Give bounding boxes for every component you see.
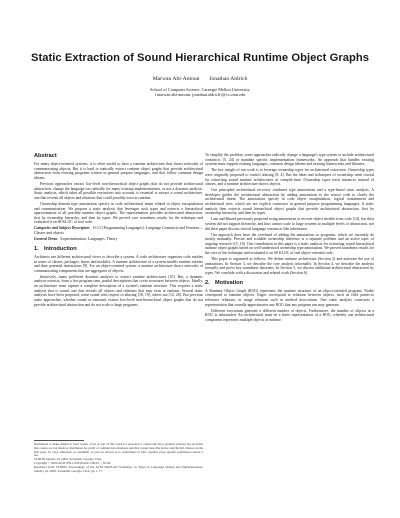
footnote-rule [34,440,84,441]
terms-line [34,237,203,242]
intro-number: 1. [34,245,39,252]
categories-line [34,226,203,235]
motivation-heading [205,280,374,287]
abstract-heading: Abstract [34,153,57,159]
motivation-paragraph-2: Different executions generate a different number of objects. Furthermore, the number of objects in a ROG is unbounded. An architectural must be a finite representation of a ROG, whereby one architectural component represents multiple objects at runtime. [205,308,374,322]
motivation-title: Motivation [215,279,243,286]
left-column [34,153,203,309]
paper-affiliation: School of Computer Science, Carnegie Mellon University [150,87,250,92]
intro-heading [34,246,203,253]
motivation-number: 2. [205,279,210,286]
paper-title: Static Extraction of Sound Hierarchical Runtime Object Graphs [30,52,370,64]
paper-emails: {marwan.abi-antoun, jonathan.aldrich}@cs.cmu.edu [154,92,246,98]
terms-label: General Terms [34,237,58,242]
right-paragraph-4: Lam and Rinard previously proposed using annotations to recover object models from code [14], but their system did not support hierarchy, and thus cannot scale to large systems at multiple levels of abstraction, nor did their paper discuss critical language constructs like inheritance. [205,217,374,231]
abstract-paragraph-3: Ownership domain type annotations specify in code architectural intent related to object encapsulation and communication. We propose a static analysis that leverages such types and extracts a hierarchical approximation of all possible runtime object graphs. The representation provides architectural abstraction, first by ownership hierarchy, and then by types. We proved core soundness results for the technique and evaluated it on 68 KLOC of real code. [34,201,203,225]
footnote-permission: Permission to make digital or hard copies of all or part of this work for personal or classroom use is granted without fee provided that copies are not made or distributed for profit or commercial advantage and that copies bear this notice and the full citation on the first page. To copy otherwise, to republish, to post on servers or to redistribute to lists, requires prior specific permission and/or a fee. [34,442,203,458]
categories-text: D.3.3 [Programming Languages]: Language Constructs and Features—Classes and objects [34,226,203,236]
copyright-footnote [34,443,203,473]
intro-paragraph-2: Intuitively, many preferred dynamic analyses to extract runtime architectures [10]. But, a dynamic analysis extracts, from a few program runs, partial descriptions that cover structures between objects. Ideally, an architecture must capture a complete description of a system's runtime structure. This requires a static analysis that is sound, one that reveals all objects and relations that may exist at runtime. Several static analyses have been proposed, some sound with respect to aliasing [18, 19], others not [12, 26]. But previous static approaches, whether sound or unsound, extract low-level non-hierarchical object graphs that do not provide architectural abstraction and do not scale to large programs. [34,274,203,307]
footnote-venue: TLDI'09 January 24, 2009, Savannah, Georgia, USA. [34,457,103,462]
right-paragraph-5: Our approach does have the overhead of adding the annotations to programs, which we currently do mostly manually. Precise and scalable ownership inference is a separate problem and an active topic of ongoing research [15, 16]. Our contribution in this paper is a static analysis for extracting sound hierarchical runtime object graphs based on well-understood ownership type annotations. We proved soundness results for the core of the technique and evaluated it on 68 KLOC of real object-oriented code. [205,232,374,256]
intro-title: Introduction [44,245,77,252]
categories-label: Categories and Subject Descriptors [34,226,90,231]
intro-paragraph-1: Architects use different architectural views to describe a system. A code architecture organizes code entities in terms of classes, packages, layers and modules. A runtime architecture of a system models runtime entities and their potential interactions [9]. For an object-oriented system, a runtime architecture shows networks of communicating components that are aggregates of objects. [34,254,203,273]
right-paragraph-6: This paper is organized as follows. We define runtime architecture (Section 2) and motivate the use of annotations. In Section 3, we describe the core analysis informally. In Section 4, we describe the analysis formally and prove key soundness theorems. In Section 5, we discuss additional architectural abstraction by types. We conclude with a discussion and related work (Section 6). [205,257,374,275]
right-paragraph-2: The key insight of our work is to leverage ownership types for architectural extraction. Ownership types were originally proposed to control aliasing [8, 4]. But the ideas and techniques of ownership seem crucial for extracting sound runtime architectures at compile-time. Ownership types track instances instead of classes, and a runtime architecture shows objects. [205,168,374,187]
abstract-paragraph-1: For many object-oriented systems, it is often useful to have a runtime architecture that shows networks of communicating objects. But it is hard to statically extract runtime object graphs that provide architectural abstraction from existing programs written in general purpose languages, and that follow common design idioms. [34,162,203,181]
abstract-paragraph-2: Previous approaches extract low-level non-hierarchical object graphs that do not provide architectural abstraction, change the language too radically for many existing implementations, or use a dynamic analysis. Static analysis, which takes all possible executions into account, is essential to extract a sound architecture, one that reveals all objects and relations that could possibly exist at runtime. [34,182,203,200]
paper-affiliation-block [20,87,380,97]
paper-authors: Marwan Abi-Antoun Jonathan Aldrich [152,76,248,82]
motivation-paragraph-1: A Runtime Object Graph (ROG) represents the runtime structure of an object-oriented program. Nodes correspond to runtime objects. Edges correspond to relations between objects, such as field points-to reference relations, or usage relations such as method invocations. One static analysis constructs a representation that soundly approximates any ROG that any program run may generate. [205,288,374,307]
right-paragraph-3: Our principled architectural recovery combines type annotations and a type-based static analysis. A developer guides the architectural abstraction by adding annotations to the source code to clarify the architectural intent. The annotations specify in code object encapsulation, logical containment and architectural tiers, which are not explicit constructs in general purpose programming languages. A static analysis then extracts sound hierarchical object graphs that provide architectural abstraction, first by ownership hierarchy, and then by types. [205,188,374,216]
footnote-reprint: Reprinted from TLDI'09, Proceedings of the ACM SIGPLAN Workshop on Types in Language Design and Implementation, January 24, 2009, Savannah, Georgia, USA, pp. 1–??. [34,464,203,473]
right-paragraph-1: To simplify the problem, some approaches radically change a language's type system to include architectural constructs [5, 24] or mandate specific implementation frameworks. An approach that handles existing systems must support existing languages, common design idioms and existing frameworks and libraries. [205,153,374,167]
terms-text: Experimentation, Languages, Theory [60,237,118,242]
right-column [205,153,374,324]
footnote-copyright: Copyright © 2009 ACM 978-1-60558-420-1/09/01 ... $5.00. [34,460,112,465]
